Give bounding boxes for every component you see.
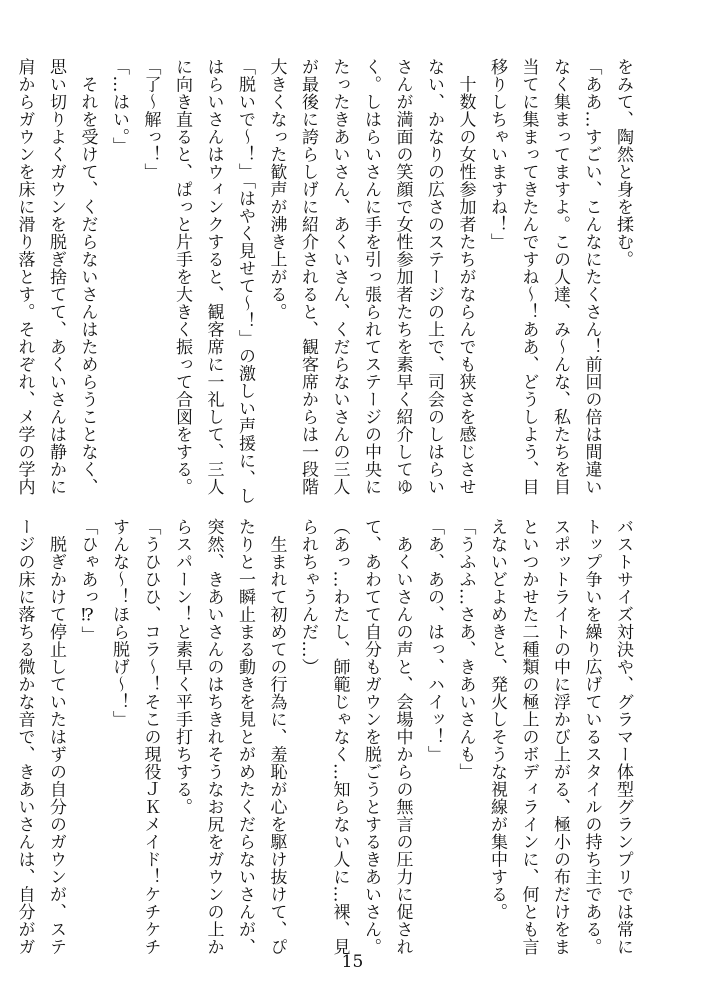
text-line: 「脱いで～！」「はやく見せて～！」の激しい声援に、し [235, 58, 255, 505]
text-line: 「うひひひ、コラ～！そこの現役ＪＫメイド！ケチケチ [140, 518, 161, 956]
text-line: すんな～！ほら脱げ～！」 [109, 518, 129, 728]
text-line: が最後に誇らしげに紹介されると、観客席からは一段階 [298, 58, 318, 496]
text-line: をみて、陶然と身を揉む。 [613, 58, 633, 268]
text-line: ない、かなりの広さのステージの上で、司会のしはらい [424, 58, 444, 496]
text-line: 大きくなった歓声が沸き上がる。 [266, 58, 287, 321]
text-line: はらいさんはウィンクすると、観客席に一礼して、三人 [203, 58, 224, 496]
text-line: スポットライトの中に浮かび上がる、極小の布だけをま [550, 518, 570, 956]
text-line: 「うふふ…さあ、きあいさんも」 [455, 518, 476, 781]
text-line: たりと一瞬止まる動きを見とがめたくだらないさんが、 [235, 518, 255, 956]
text-line: 突然、きあいさんのはちきれそうなお尻をガウンの上か [203, 518, 224, 956]
text-line: えないどよめきと、発火しそうな視線が集中する。 [487, 518, 507, 921]
text-line: （あっ…わたし、師範じゃなく…知らない人に…裸、見 [329, 518, 350, 956]
text-line: なく集まってますよ。この人達、み～んな、私たちを目 [550, 58, 570, 496]
text-line: といつかせた二種類の極上のボディラインに、何とも言 [518, 518, 539, 956]
text-line: 「…はい。」 [109, 58, 129, 155]
text-line: さんが満面の笑顔で女性参加者たちを素早く紹介してゆ [392, 58, 413, 496]
text-line: ージの床に落ちる微かな音で、きあいさんは、自分がガ [14, 518, 35, 956]
top-text-column [14, 58, 638, 505]
text-line: 脱ぎかけて停止していたはずの自分のガウンが、ステ [46, 518, 66, 956]
text-line: 移りしちゃいますね！」 [487, 58, 507, 251]
text-line: バストサイズ対決や、グラマー体型グランプリでは常に [613, 518, 633, 956]
text-line: たったきあいさん、あくいさん、くだらないさんの三人 [329, 58, 350, 496]
bottom-text-column [14, 518, 638, 956]
text-line: て、あわてて自分もガウンを脱ごうとするきあいさん。 [361, 518, 381, 956]
text-line: 当てに集まってきたんですね～！ああ、どうしよう、目 [518, 58, 539, 496]
text-line: トップ争いを繰り広げているスタイルの持ち主である。 [581, 518, 602, 956]
text-line: 生まれて初めての行為に、羞恥が心を駆け抜けて、ぴ [266, 518, 287, 956]
text-line: それを受けて、くだらないさんはためらうことなく、 [77, 58, 98, 496]
text-line: 肩からガウンを床に滑り落とす。それぞれ、メ学の学内 [14, 58, 35, 496]
text-line: 「ひゃあっ⁉」 [77, 518, 98, 644]
page-number: 15 [341, 952, 364, 972]
text-line: 思い切りよくガウンを脱ぎ捨てて、あくいさんは静かに [46, 58, 66, 496]
text-line: 「了～解っ！」 [140, 58, 161, 181]
text-line: 「あ、あの、はっ、ハイッ！」 [424, 518, 444, 763]
text-line: く。しはらいさんに手を引っ張られてステージの中央に [361, 58, 381, 496]
text-line: あくいさんの声と、会場中からの無言の圧力に促され [392, 518, 413, 956]
text-line: 十数人の女性参加者たちがならんでも狭さを感じさせ [455, 58, 476, 496]
text-line: られちゃうんだ…） [298, 518, 318, 676]
text-line: 「ああ…すごい、こんなにたくさん！前回の倍は間違い [581, 58, 602, 496]
text-line: らスパーン！と素早く平手打ちする。 [172, 518, 192, 816]
text-line: に向き直ると、ぱっと片手を大きく振って合図をする。 [172, 58, 192, 496]
